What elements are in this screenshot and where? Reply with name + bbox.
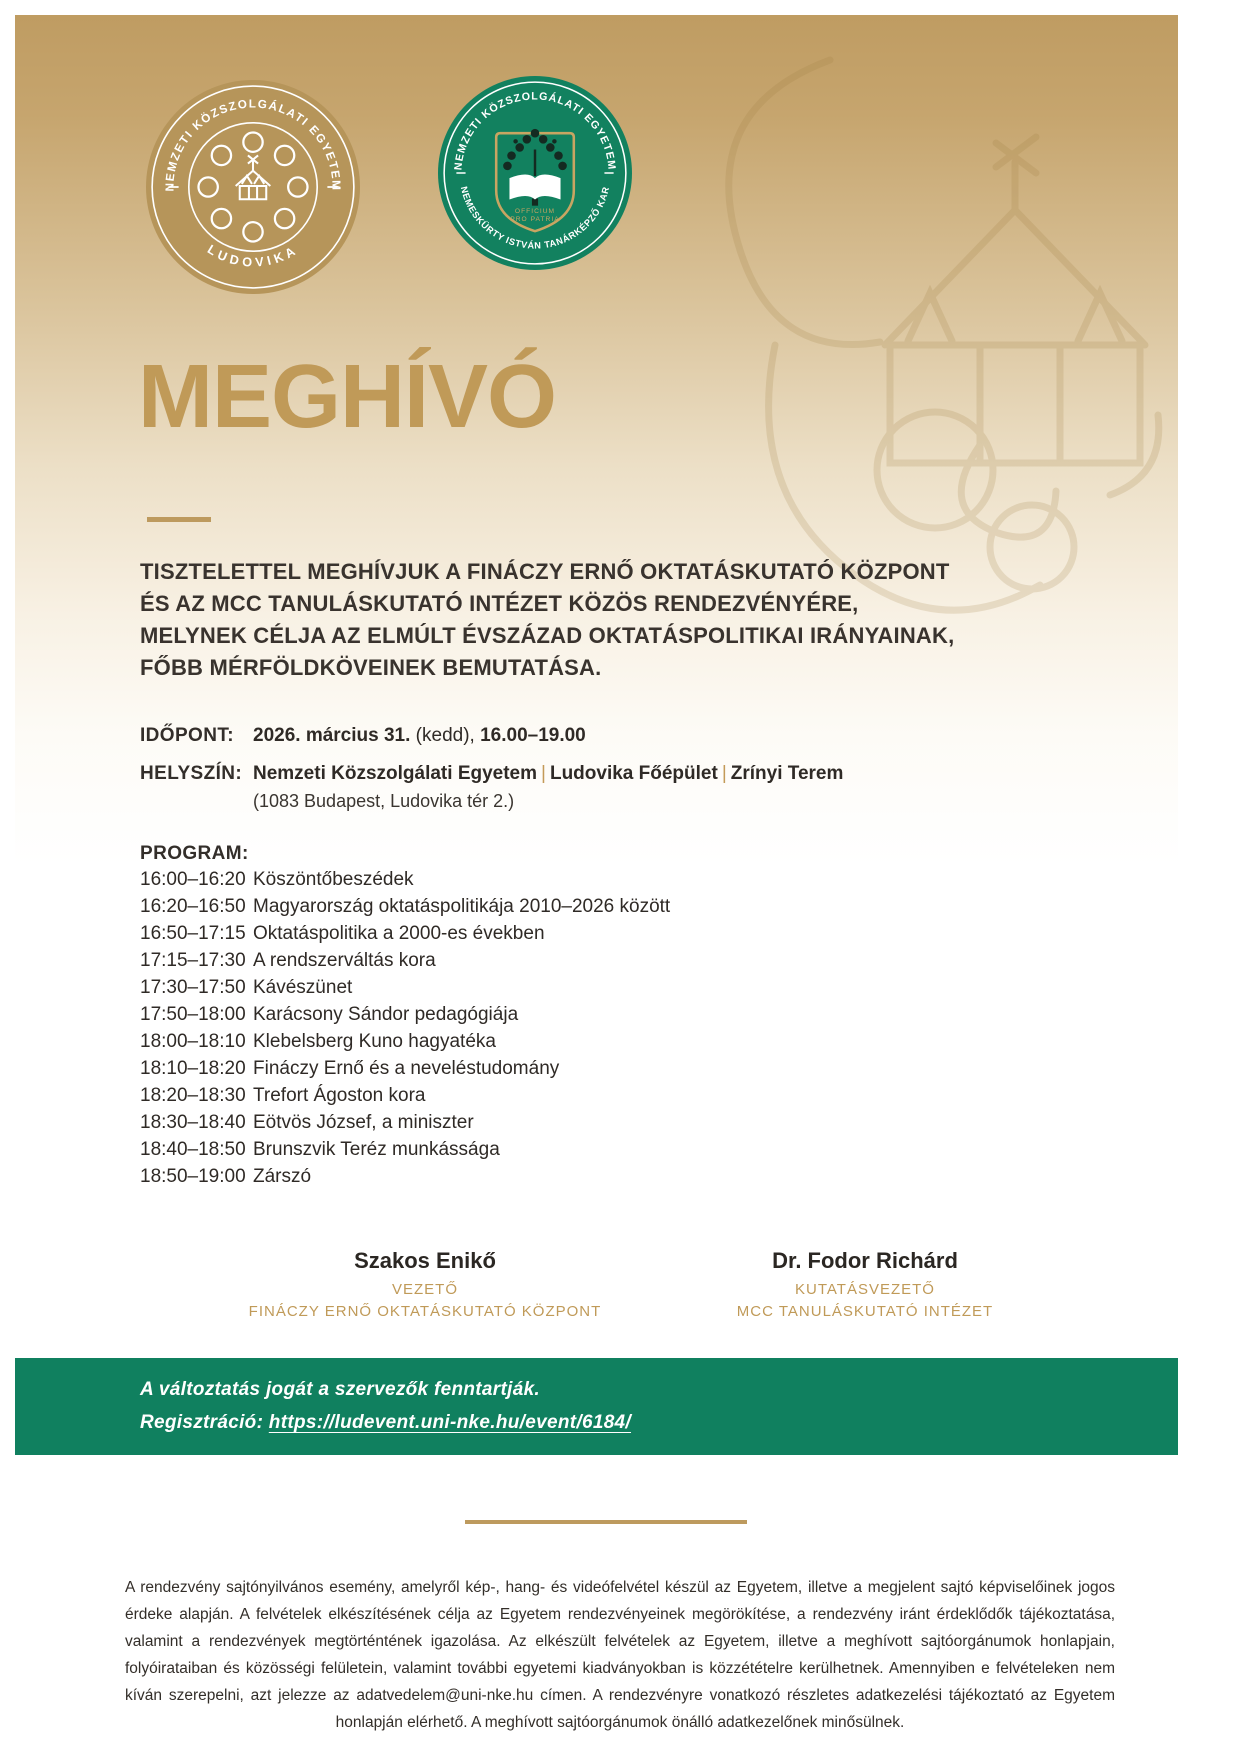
registration-banner xyxy=(15,1358,1178,1455)
program-item-title: Karácsony Sándor pedagógiája xyxy=(253,1004,519,1025)
venue-row xyxy=(140,762,1040,813)
program-time: 18:30–18:40 xyxy=(140,1112,246,1133)
gold-divider xyxy=(465,1520,747,1524)
separator: | xyxy=(541,763,546,784)
venue-parts xyxy=(253,763,843,784)
program-list xyxy=(140,869,900,1193)
program-time: 18:20–18:30 xyxy=(140,1085,246,1106)
program-time: 17:30–17:50 xyxy=(140,977,246,998)
program-item-title: Eötvös József, a miniszter xyxy=(253,1112,474,1133)
venue-part: Nemzeti Közszolgálati Egyetem xyxy=(253,763,538,784)
program-item-title: Klebelsberg Kuno hagyatéka xyxy=(253,1031,496,1052)
program-item-title: Fináczy Ernő és a neveléstudomány xyxy=(253,1058,560,1079)
date-row xyxy=(140,724,1040,748)
program-time: 18:10–18:20 xyxy=(140,1058,246,1079)
registration-line xyxy=(140,1412,1178,1434)
program-row xyxy=(140,869,900,896)
venue-label: HELYSZÍN: xyxy=(140,763,243,784)
signatory-role: KUTATÁSVEZETŐ xyxy=(795,1281,935,1298)
date-value xyxy=(253,724,586,748)
weekday-text: (kedd), xyxy=(410,725,481,746)
program-row xyxy=(140,1166,900,1193)
title-accent-dash xyxy=(147,517,211,522)
signatory-org: FINÁCZY ERNŐ OKTATÁSKUTATÓ KÖZPONT xyxy=(248,1303,602,1320)
signatory-block xyxy=(645,1248,1085,1320)
disclaimer-line: A változtatás jogát a szervezők fenntartják. xyxy=(140,1379,541,1400)
registration-link[interactable]: https://ludevent.uni-nke.hu/event/6184/ xyxy=(268,1412,632,1433)
program-row xyxy=(140,1139,900,1166)
program-time: 18:00–18:10 xyxy=(140,1031,246,1052)
program-row xyxy=(140,977,900,1004)
invitation-text-line: ÉS AZ MCC TANULÁSKUTATÓ INTÉZET KÖZÖS RENDEZVÉNYÉRE, xyxy=(140,591,859,616)
program-item-title: Zárszó xyxy=(253,1166,312,1187)
venue-part: Zrínyi Terem xyxy=(730,763,844,784)
logo-ring-text-top: NEMZETI KÖZSZOLGÁLATI EGYETEM xyxy=(452,90,618,171)
registration-label: Regisztráció: xyxy=(140,1412,269,1433)
program-row xyxy=(140,1058,900,1085)
logo-ring-text-top: NEMZETI KÖZSZOLGÁLATI EGYETEM xyxy=(163,97,343,192)
program-row xyxy=(140,1112,900,1139)
program-time: 18:40–18:50 xyxy=(140,1139,246,1160)
program-row xyxy=(140,1085,900,1112)
invitation-text-line: FŐBB MÉRFÖLDKÖVEINEK BEMUTATÁSA. xyxy=(140,655,602,680)
program-row xyxy=(140,896,900,923)
venue-address: (1083 Budapest, Ludovika tér 2.) xyxy=(253,791,515,811)
page-title: MEGHÍVÓ xyxy=(138,347,557,447)
logo-ring-text-bottom: LUDOVIKA xyxy=(204,241,302,270)
event-details xyxy=(140,724,1040,827)
program-item-title: Trefort Ágoston kora xyxy=(253,1085,426,1106)
program-row xyxy=(140,923,900,950)
signatory-block xyxy=(205,1248,645,1320)
open-book-icon xyxy=(509,175,560,200)
program-item-title: Kávészünet xyxy=(253,977,353,998)
program-item-title: Magyarország oktatáspolitikája 2010–2026 között xyxy=(253,896,671,917)
invitation-text-line: MELYNEK CÉLJA AZ ELMÚLT ÉVSZÁZAD OKTATÁSPOLITIKAI IRÁNYAINAK, xyxy=(140,623,955,648)
date-label: IDŐPONT: xyxy=(140,725,234,746)
logo-ring-text-bottom: NEMESKÜRTY ISTVÁN TANÁRKÉPZŐ KAR xyxy=(458,185,612,251)
program-item-title: Oktatáspolitika a 2000-es években xyxy=(253,923,545,944)
program-item-title: Köszöntőbeszédek xyxy=(253,869,414,890)
program-time: 16:20–16:50 xyxy=(140,896,246,917)
program-item-title: A rendszerváltás kora xyxy=(253,950,436,971)
program-heading: PROGRAM: xyxy=(140,843,249,864)
date-text: 2026. március 31. xyxy=(253,725,411,746)
program-row xyxy=(140,950,900,977)
program-item-title: Brunszvik Teréz munkássága xyxy=(253,1139,500,1160)
program-time: 17:50–18:00 xyxy=(140,1004,246,1025)
time-range-text: 16.00–19.00 xyxy=(480,725,586,746)
program-row xyxy=(140,1031,900,1058)
program-time: 16:00–16:20 xyxy=(140,869,246,890)
signatory-role: VEZETŐ xyxy=(391,1281,458,1298)
signatories xyxy=(205,1248,1085,1320)
venue-part: Ludovika Főépület xyxy=(549,763,718,784)
invitation-text xyxy=(140,556,980,684)
legal-notice: A rendezvény sajtónyilvános esemény, amelyről kép-, hang- és videófelvétel készül az Egyetem, illetve a megjelent sajtó képviselőinek jogos érdeke alapján. A felvételek elkészítésének célja az Egyetem rendezvényeinek megörökítése, a rendezvény iránt érdeklődők tájékoztatása, valamint a rendezvények megtörténtének igazolása. Az elkészült felvételek az Egyetem, illetve a meghívott sajtóorgánumok honlapjain, folyóirataiban és közösségi felületein, valamint további egyetemi kiadványokban is közzétételre kerülhetnek. Amennyiben e felvételeken nem kíván szerepelni, azt jelezze az adatvedelem@uni-nke.hu címen. A rendezvényre vonatkozó részletes adatkezelési tájékoztató az Egyetem honlapján elérhető. A meghívott sajtóorgánumok önálló adatkezelőnek minősülnek. xyxy=(125,1579,1115,1731)
ludovika-university-logo xyxy=(146,80,360,294)
program-time: 16:50–17:15 xyxy=(140,923,246,944)
shield-motto-line1: OFFICIUM xyxy=(514,207,556,215)
teacher-training-faculty-logo xyxy=(438,76,632,270)
signatory-org: MCC TANULÁSKUTATÓ INTÉZET xyxy=(736,1303,994,1320)
program-time: 17:15–17:30 xyxy=(140,950,246,971)
signatory-name: Dr. Fodor Richárd xyxy=(772,1248,958,1273)
program-row xyxy=(140,1004,900,1031)
program-time: 18:50–19:00 xyxy=(140,1166,246,1187)
venue-value xyxy=(253,762,843,813)
invitation-text-line: TISZTELETTEL MEGHÍVJUK A FINÁCZY ERNŐ OKTATÁSKUTATÓ KÖZPONT xyxy=(140,559,950,584)
signatory-name: Szakos Enikő xyxy=(354,1248,496,1273)
shield-motto-line2: PRO PATRIA xyxy=(510,215,560,223)
separator: | xyxy=(721,763,727,784)
